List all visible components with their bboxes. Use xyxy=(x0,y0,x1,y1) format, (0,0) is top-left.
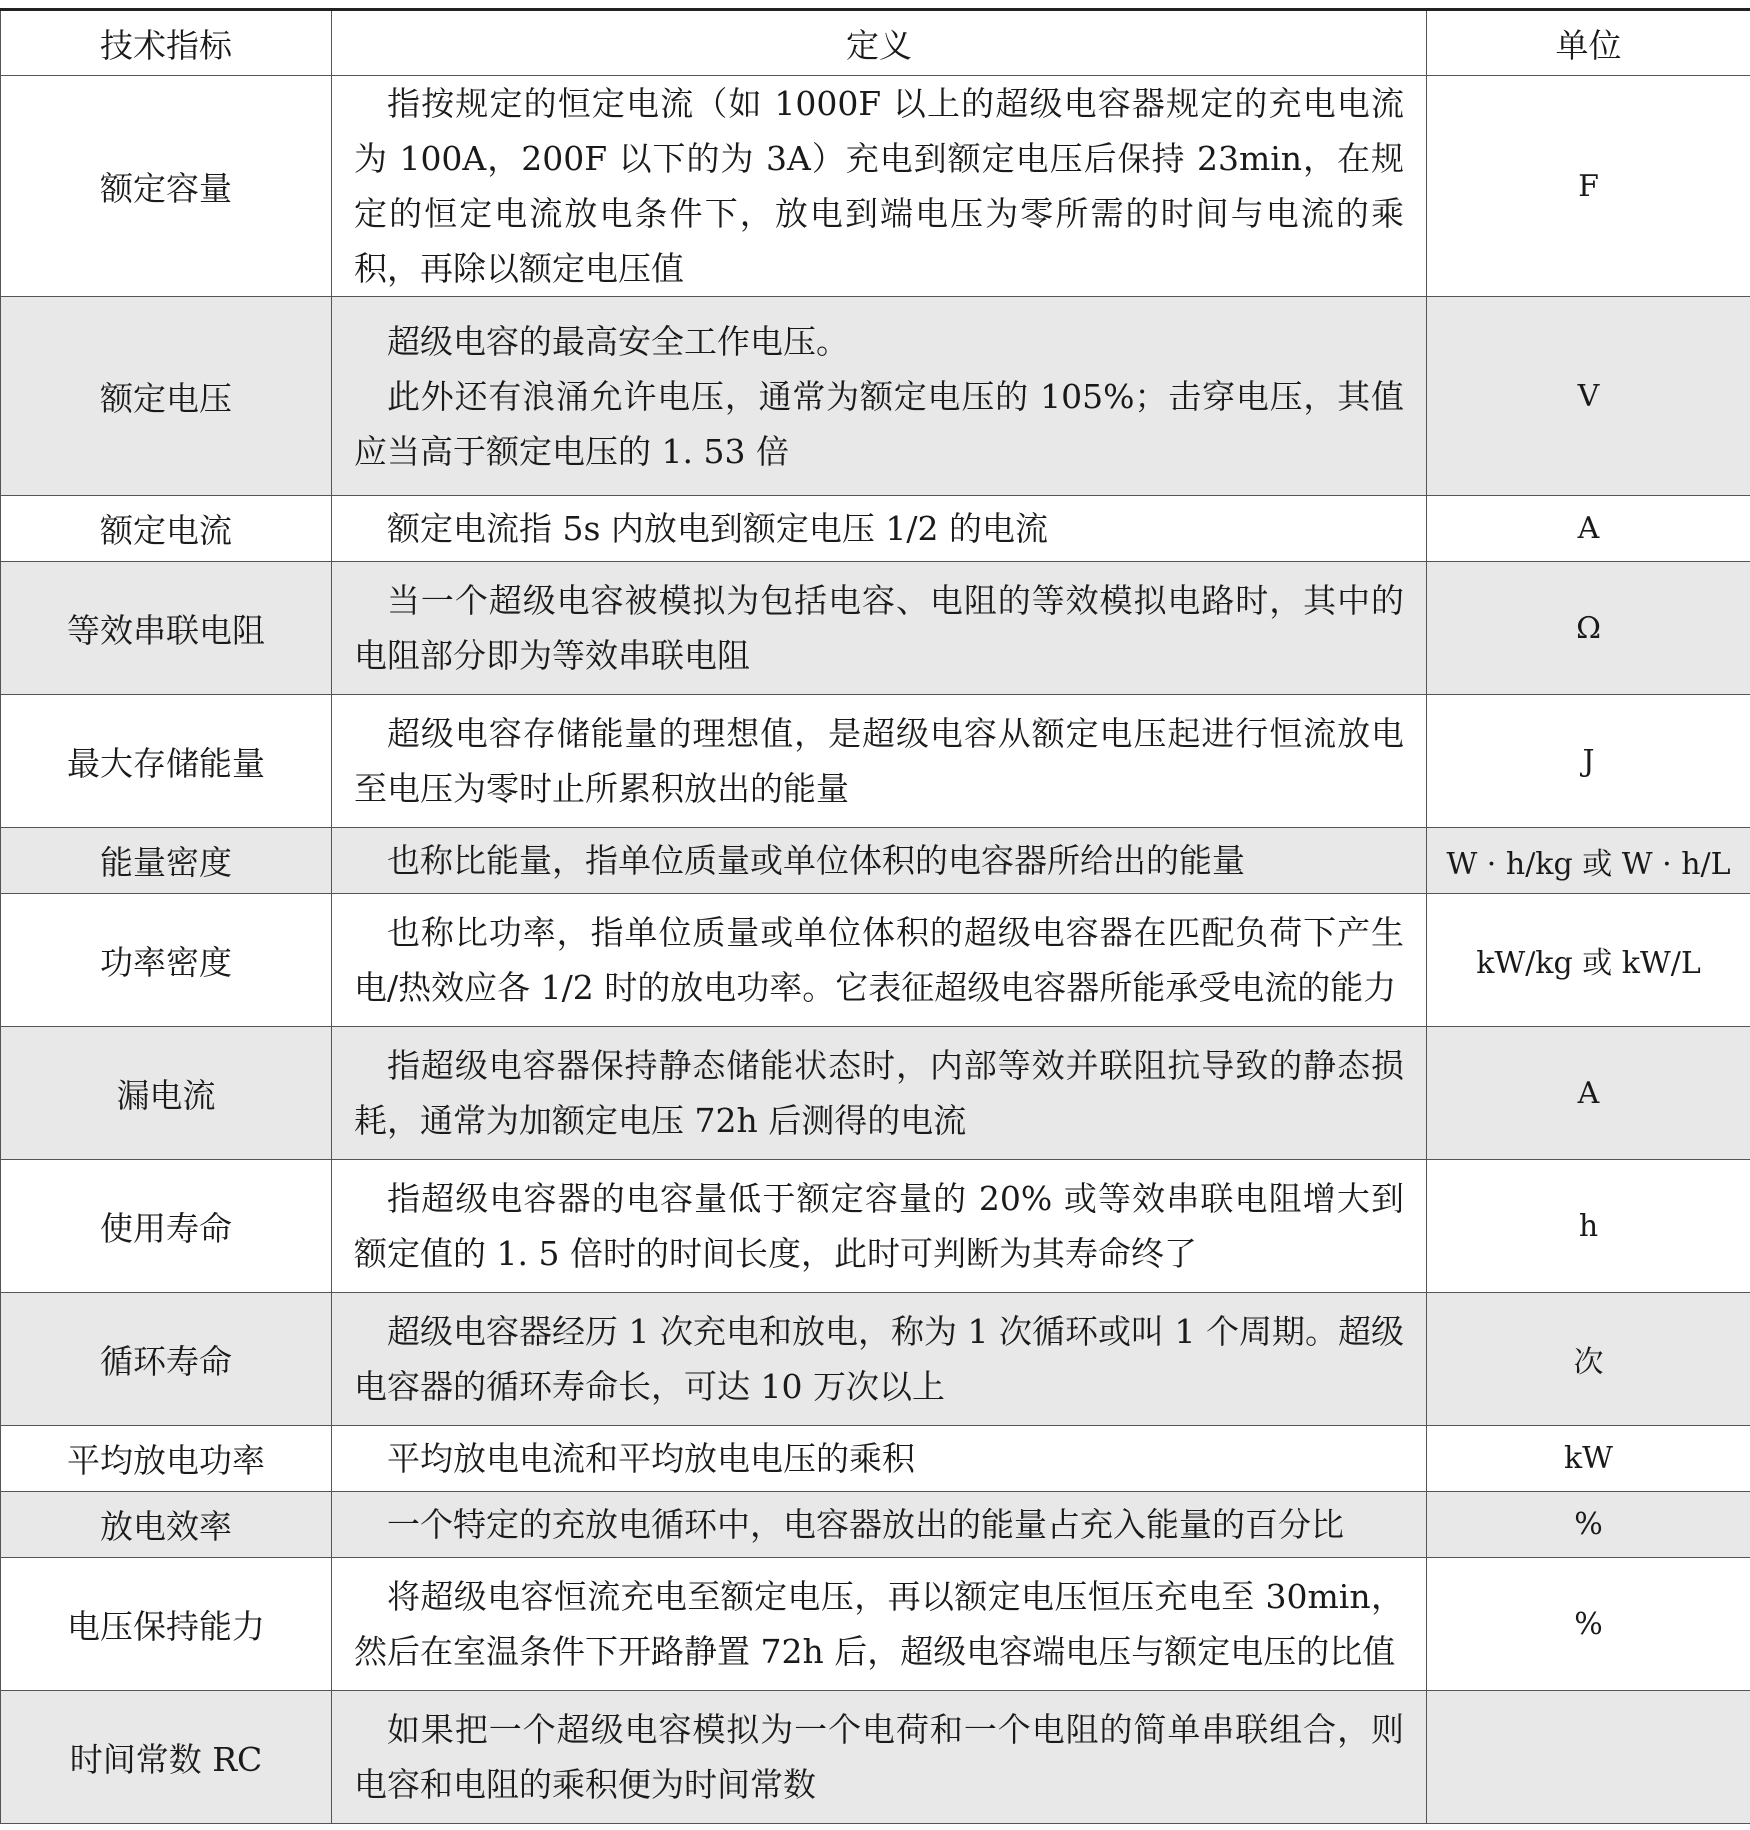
indicator-unit: % xyxy=(1427,1492,1750,1558)
table-row xyxy=(1,1558,1750,1691)
indicator-definition xyxy=(332,1426,1427,1492)
indicator-name: 循环寿命 xyxy=(1,1293,332,1426)
definition-paragraph: 额定电流指 5s 内放电到额定电压 1/2 的电流 xyxy=(387,509,1048,548)
header-row xyxy=(1,10,1750,76)
indicator-unit: kW xyxy=(1427,1426,1750,1492)
indicator-definition xyxy=(332,1027,1427,1160)
table-row xyxy=(1,562,1750,695)
table-row xyxy=(1,1293,1750,1426)
indicator-name: 使用寿命 xyxy=(1,1160,332,1293)
table-body xyxy=(1,76,1750,1824)
indicator-name: 最大存储能量 xyxy=(1,695,332,828)
indicator-name: 漏电流 xyxy=(1,1027,332,1160)
indicator-unit: A xyxy=(1427,1027,1750,1160)
indicator-unit: J xyxy=(1427,695,1750,828)
table-row xyxy=(1,1160,1750,1293)
indicator-unit: W · h/kg 或 W · h/L xyxy=(1427,828,1750,894)
definition-paragraph: 当一个超级电容被模拟为包括电容、电阻的等效模拟电路时，其中的电阻部分即为等效串联电阻 xyxy=(354,581,1404,675)
indicator-definition xyxy=(332,1160,1427,1293)
indicator-name: 等效串联电阻 xyxy=(1,562,332,695)
indicator-name: 电压保持能力 xyxy=(1,1558,332,1691)
indicator-name: 平均放电功率 xyxy=(1,1426,332,1492)
indicator-unit: h xyxy=(1427,1160,1750,1293)
indicator-unit: A xyxy=(1427,496,1750,562)
indicator-unit: V xyxy=(1427,297,1750,496)
definition-paragraph: 超级电容存储能量的理想值，是超级电容从额定电压起进行恒流放电至电压为零时止所累积放出的能量 xyxy=(354,714,1404,808)
indicator-definition xyxy=(332,695,1427,828)
table-row xyxy=(1,828,1750,894)
table-row xyxy=(1,496,1750,562)
indicator-name: 时间常数 RC xyxy=(1,1691,332,1824)
header-unit: 单位 xyxy=(1427,10,1750,76)
indicator-definition xyxy=(332,894,1427,1027)
table-row xyxy=(1,1492,1750,1558)
table-row xyxy=(1,297,1750,496)
table-row xyxy=(1,1027,1750,1160)
indicator-unit: 次 xyxy=(1427,1293,1750,1426)
indicator-name: 功率密度 xyxy=(1,894,332,1027)
indicator-name: 额定电压 xyxy=(1,297,332,496)
indicator-unit: F xyxy=(1427,76,1750,297)
indicator-definition xyxy=(332,496,1427,562)
indicator-definition xyxy=(332,1558,1427,1691)
definition-paragraph: 平均放电电流和平均放电电压的乘积 xyxy=(387,1439,915,1478)
definition-paragraph: 指超级电容器的电容量低于额定容量的 20% 或等效串联电阻增大到额定值的 1. 5 倍时的时间长度，此时可判断为其寿命终了 xyxy=(354,1179,1404,1273)
header-definition: 定义 xyxy=(332,10,1427,76)
header-indicator: 技术指标 xyxy=(1,10,332,76)
definition-paragraph: 将超级电容恒流充电至额定电压，再以额定电压恒压充电至 30min，然后在室温条件下开路静置 72h 后，超级电容端电压与额定电压的比值 xyxy=(354,1577,1404,1671)
table-row xyxy=(1,894,1750,1027)
definition-paragraph: 也称比能量，指单位质量或单位体积的电容器所给出的能量 xyxy=(387,841,1245,880)
indicator-definition xyxy=(332,828,1427,894)
definition-paragraph: 此外还有浪涌允许电压，通常为额定电压的 105%；击穿电压，其值应当高于额定电压的 1. 53 倍 xyxy=(354,376,1404,471)
spec-table xyxy=(0,8,1750,1824)
indicator-unit xyxy=(1427,1691,1750,1824)
indicator-name: 放电效率 xyxy=(1,1492,332,1558)
definition-paragraph: 超级电容的最高安全工作电压。 xyxy=(387,321,849,361)
definition-paragraph: 指按规定的恒定电流（如 1000F 以上的超级电容器规定的充电电流为 100A，200F 以下的为 3A）充电到额定电压后保持 23min，在规定的恒定电流放电条件下，放电到端电压为零所需的时间与电流的乘积，再除以额定电压值 xyxy=(354,84,1404,288)
definition-paragraph: 超级电容器经历 1 次充电和放电，称为 1 次循环或叫 1 个周期。超级电容器的循环寿命长，可达 10 万次以上 xyxy=(354,1312,1404,1406)
definition-paragraph: 指超级电容器保持静态储能状态时，内部等效并联阻抗导致的静态损耗，通常为加额定电压 72h 后测得的电流 xyxy=(354,1046,1404,1140)
definition-paragraph: 一个特定的充放电循环中，电容器放出的能量占充入能量的百分比 xyxy=(387,1505,1344,1544)
indicator-definition xyxy=(332,1492,1427,1558)
indicator-name: 额定电流 xyxy=(1,496,332,562)
table-row xyxy=(1,1691,1750,1824)
indicator-unit: kW/kg 或 kW/L xyxy=(1427,894,1750,1027)
indicator-unit: Ω xyxy=(1427,562,1750,695)
table-row xyxy=(1,695,1750,828)
definition-paragraph: 如果把一个超级电容模拟为一个电荷和一个电阻的简单串联组合，则电容和电阻的乘积便为时间常数 xyxy=(354,1710,1404,1804)
indicator-unit: % xyxy=(1427,1558,1750,1691)
indicator-definition xyxy=(332,76,1427,297)
indicator-definition xyxy=(332,1691,1427,1824)
definition-paragraph: 也称比功率，指单位质量或单位体积的超级电容器在匹配负荷下产生电/热效应各 1/2 时的放电功率。它表征超级电容器所能承受电流的能力 xyxy=(354,913,1404,1007)
table-row xyxy=(1,76,1750,297)
indicator-definition xyxy=(332,1293,1427,1426)
indicator-name: 额定容量 xyxy=(1,76,332,297)
indicator-definition xyxy=(332,297,1427,496)
indicator-name: 能量密度 xyxy=(1,828,332,894)
table-row xyxy=(1,1426,1750,1492)
indicator-definition xyxy=(332,562,1427,695)
